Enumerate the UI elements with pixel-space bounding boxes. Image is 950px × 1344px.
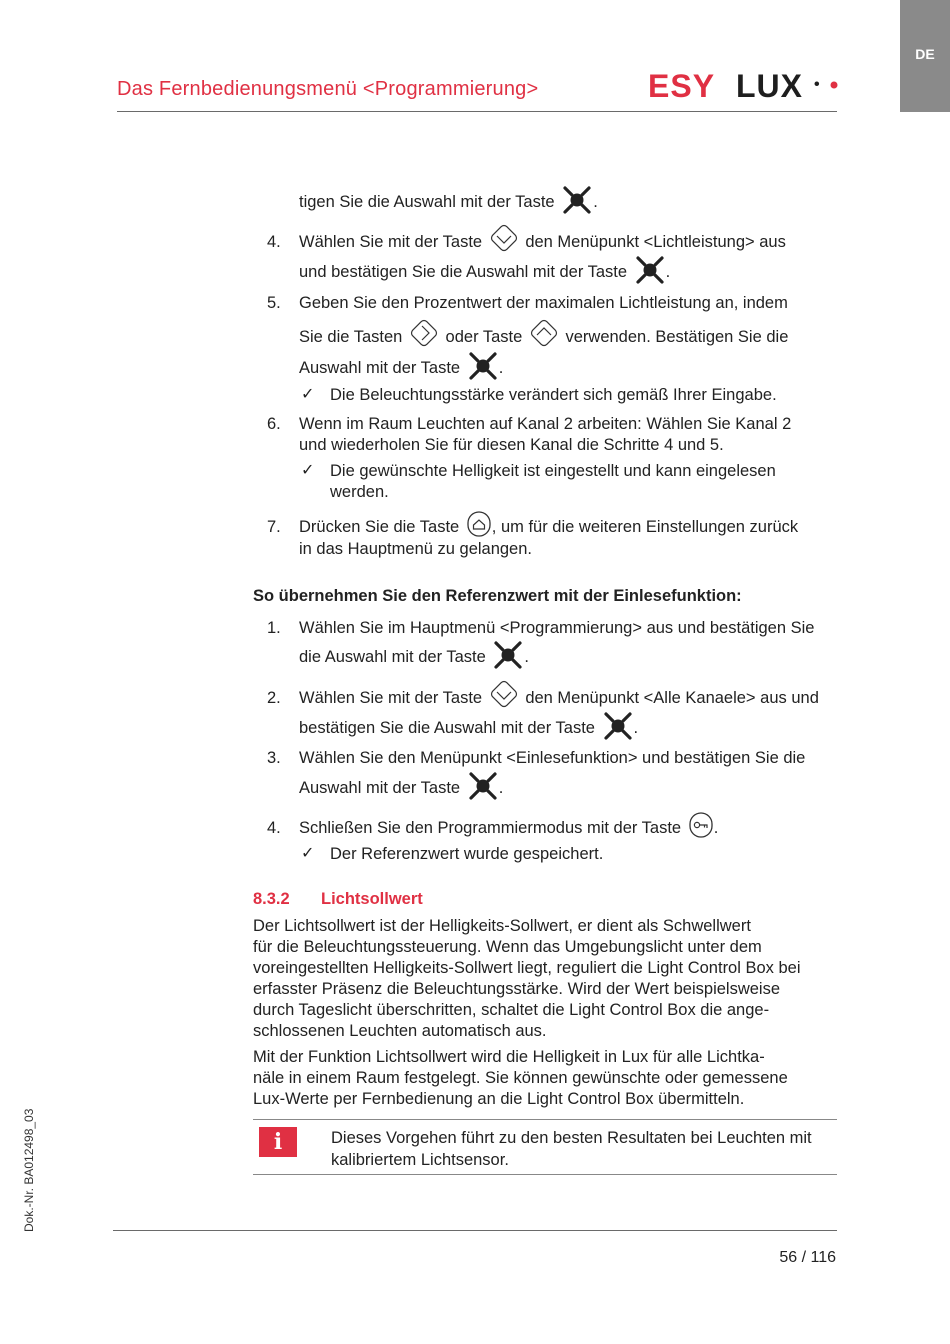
language-tab (900, 0, 950, 112)
esylux-logo (648, 69, 840, 103)
header-divider (117, 111, 837, 112)
list-item (299, 232, 786, 252)
ok-cross-icon (467, 770, 499, 802)
svg-text:ESY: ESY (648, 69, 716, 103)
note-text: kalibriertem Lichtsensor. (331, 1151, 509, 1169)
ok-cross-icon (492, 639, 524, 671)
document-number: Dok.-Nr. BA012498_03 (22, 1108, 36, 1232)
ok-cross-icon (602, 710, 634, 742)
step-text: die Auswahl mit der Taste (299, 648, 486, 666)
info-icon: i (259, 1127, 297, 1157)
step-text: und bestätigen Sie die Auswahl mit der Taste (299, 263, 628, 281)
footer-divider (113, 1230, 837, 1231)
paragraph-line: voreingestellten Helligkeits-Sollwert liegt, reguliert die Light Control Box bei (253, 959, 801, 977)
list-item-line: die Auswahl mit der Taste . (299, 647, 529, 667)
step-text: Wählen Sie im Hauptmenü <Programmierung> aus und bestätigen Sie (299, 619, 815, 637)
step-text: Wählen Sie mit der Taste (299, 689, 483, 707)
step-text: verwenden. Bestätigen Sie die (565, 328, 789, 346)
step-number: 5. (267, 294, 281, 312)
result-text: werden. (330, 483, 389, 501)
step-number: 4. (267, 233, 281, 251)
step-text: Auswahl mit der Taste (299, 359, 461, 377)
result-text: Die gewünschte Helligkeit ist eingestellt und kann eingelesen (330, 462, 776, 480)
down-arrow-key-icon (489, 223, 519, 253)
step-number: 6. (267, 415, 281, 433)
svg-text:LUX: LUX (736, 69, 803, 103)
check-icon: ✓ (301, 386, 315, 403)
ok-cross-icon (634, 254, 666, 286)
list-item-line (299, 688, 819, 708)
language-tab-label: DE (915, 46, 935, 62)
step-text: in das Hauptmenü zu gelangen. (299, 540, 532, 558)
step-number: 3. (267, 749, 281, 767)
step-text: Wählen Sie mit der Taste (299, 233, 483, 251)
home-key-icon (466, 510, 492, 538)
note-bottom-rule (253, 1174, 837, 1175)
step-text: Wählen Sie den Menüpunkt <Einlesefunktion> und bestätigen Sie die (299, 749, 806, 767)
paragraph-line: durch Tageslicht überschritten, schaltet die Light Control Box die ange- (253, 1001, 770, 1019)
page-number: 56 / 116 (779, 1249, 836, 1266)
up-arrow-key-icon (529, 318, 559, 348)
list-item-line (299, 517, 798, 537)
step-number: 2. (267, 689, 281, 707)
paragraph-line: Der Lichtsollwert ist der Helligkeits-Sollwert, er dient als Schwellwert (253, 917, 751, 935)
step-text: Drücken Sie die Taste (299, 518, 460, 536)
step-text: bestätigen Sie die Auswahl mit der Taste (299, 719, 595, 737)
result-text: Die Beleuchtungsstärke verändert sich gemäß Ihrer Eingabe. (330, 386, 777, 404)
note-top-rule (253, 1119, 837, 1120)
list-continuation: tigen Sie die Auswahl mit der Taste . (299, 192, 598, 212)
list-item-line (299, 327, 788, 347)
svg-text:•: • (814, 76, 820, 93)
check-icon: ✓ (301, 845, 315, 862)
subsection-number: 8.3.2 (253, 890, 290, 908)
step-number: 4. (267, 819, 281, 837)
list-item-line: und bestätigen Sie die Auswahl mit der Taste . (299, 262, 670, 282)
subsection-title: Lichtsollwert (321, 890, 423, 908)
list-item-line: Schließen Sie den Programmiermodus mit der Taste . (299, 818, 718, 838)
down-arrow-key-icon (489, 679, 519, 709)
paragraph-line: näle in einem Raum festgelegt. Sie können gewünschte oder gemessene (253, 1069, 788, 1087)
step-text: Sie die Tasten (299, 328, 403, 346)
right-arrow-key-icon (409, 318, 439, 348)
step-text: Wenn im Raum Leuchten auf Kanal 2 arbeiten: Wählen Sie Kanal 2 (299, 415, 792, 433)
paragraph-line: schlossenen Leuchten automatisch aus. (253, 1022, 547, 1040)
step-text: , um für die weiteren Einstellungen zurück (491, 518, 799, 536)
step-text: und wiederholen Sie für diesen Kanal die Schritte 4 und 5. (299, 436, 724, 454)
check-icon: ✓ (301, 462, 315, 479)
list-continuation-text: tigen Sie die Auswahl mit der Taste (299, 193, 555, 211)
key-icon (688, 811, 714, 839)
page-header-title: Das Fernbedienungsmenü <Programmierung> (117, 78, 539, 100)
step-text: Auswahl mit der Taste (299, 779, 461, 797)
step-number: 7. (267, 518, 281, 536)
note-text: Dieses Vorgehen führt zu den besten Resultaten bei Leuchten mit (331, 1129, 812, 1147)
list-item-line: Auswahl mit der Taste . (299, 358, 503, 378)
paragraph-line: Mit der Funktion Lichtsollwert wird die Helligkeit in Lux für alle Lichtka- (253, 1048, 765, 1066)
result-text: Der Referenzwert wurde gespeichert. (330, 845, 604, 863)
ok-cross-icon (467, 350, 499, 382)
list-item-line: bestätigen Sie die Auswahl mit der Taste . (299, 718, 638, 738)
ok-cross-icon (561, 184, 593, 216)
section-heading: So übernehmen Sie den Referenzwert mit der Einlesefunktion: (253, 587, 742, 605)
paragraph-line: für die Beleuchtungssteuerung. Wenn das Umgebungslicht unter dem (253, 938, 762, 956)
paragraph-line: erfasster Präsenz die Beleuchtungsstärke. Wird der Wert beispielsweise (253, 980, 781, 998)
step-text: Schließen Sie den Programmiermodus mit der Taste (299, 819, 682, 837)
step-text: Geben Sie den Prozentwert der maximalen Lichtleistung an, indem (299, 294, 788, 312)
step-text: den Menüpunkt <Alle Kanaele> aus und (525, 689, 819, 707)
step-number: 1. (267, 619, 281, 637)
step-text: oder Taste (445, 328, 523, 346)
list-item-line: Auswahl mit der Taste . (299, 778, 503, 798)
paragraph-line: Lux-Werte per Fernbedienung an die Light Control Box übermitteln. (253, 1090, 745, 1108)
step-text: den Menüpunkt <Lichtleistung> aus (525, 233, 786, 251)
